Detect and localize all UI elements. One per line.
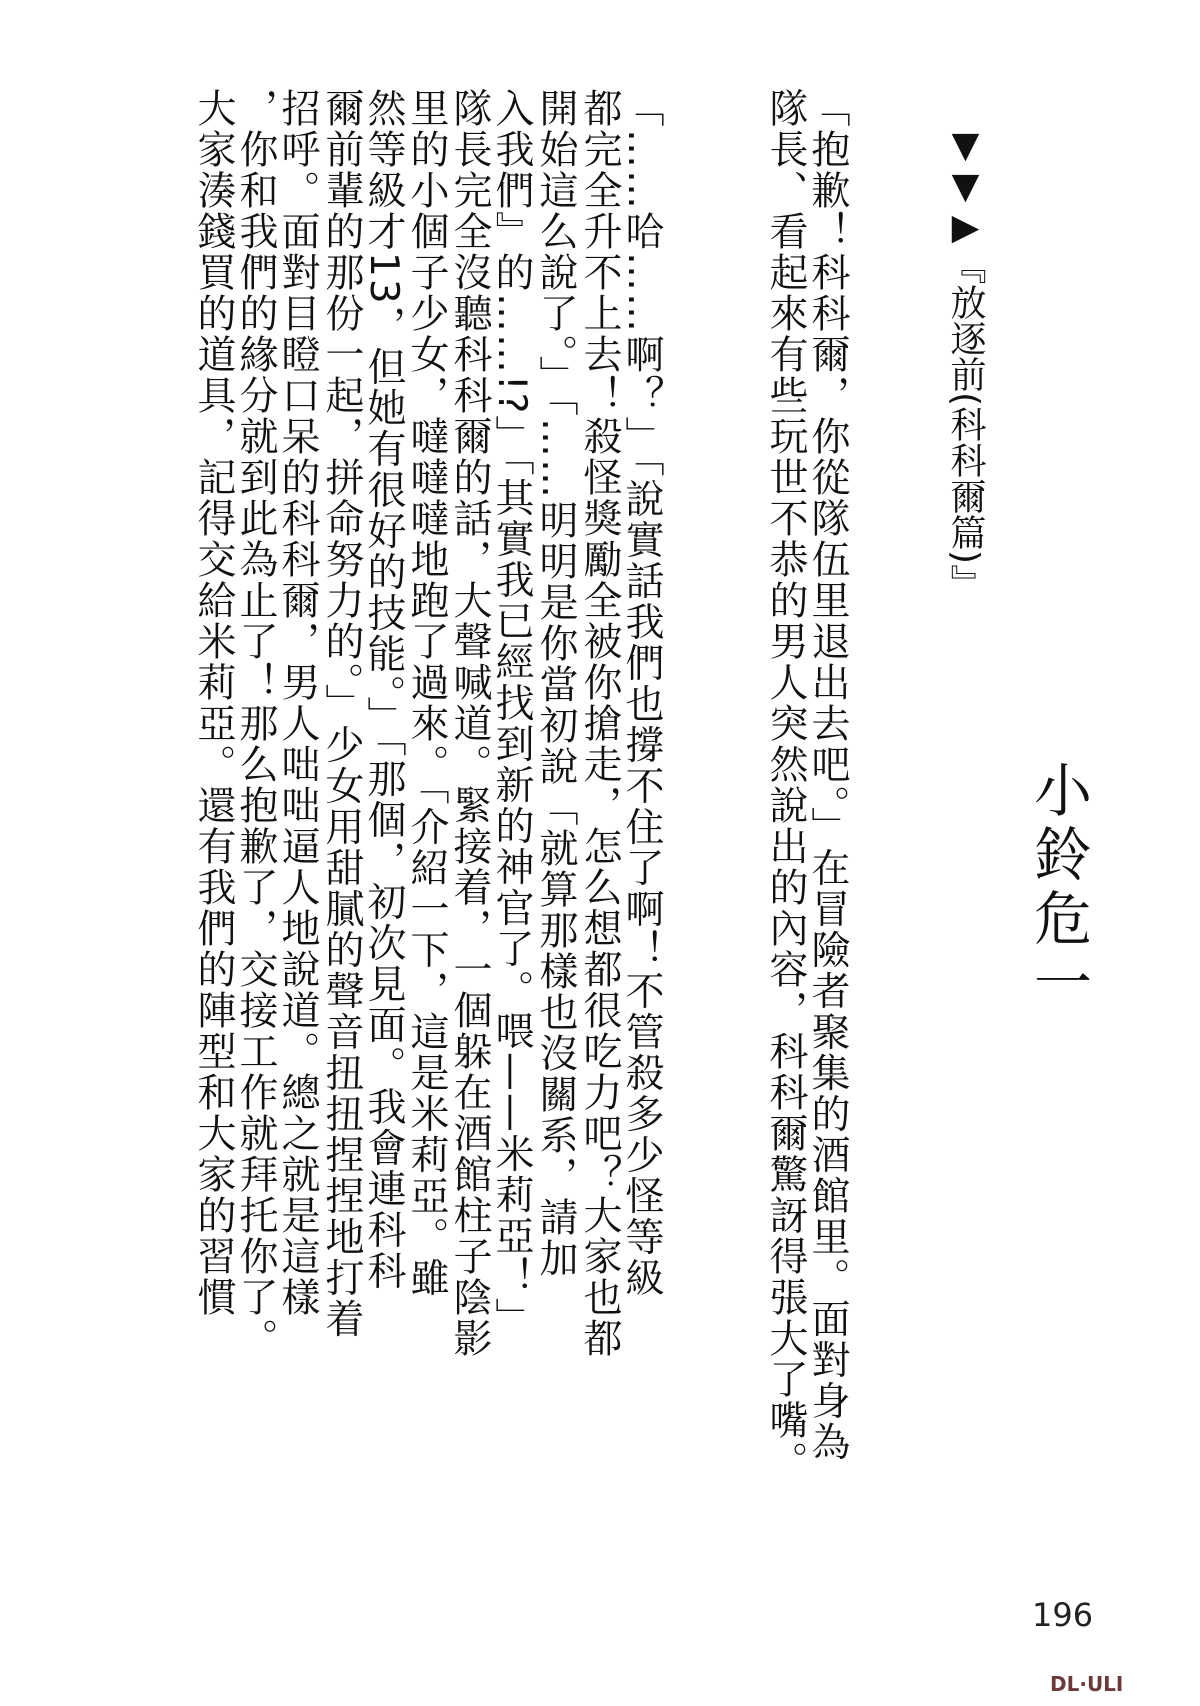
text-column: 開始這么說了。」「……明明是你當初說「就算那樣也沒關系，請加 [533,88,578,1279]
text-column: 然等級才13，但她有很好的技能。」「那個，初次見面。我會連科科 [361,88,406,1292]
text-column: 大家湊錢買的道具，記得交給米莉亞。還有我們的陣型和大家的習慣 [191,88,236,1318]
chapter-header: ▼▼▶『放逐前(科科爾篇)』 [945,125,986,601]
text-column: 招呼。面對目瞪口呆的科科爾，男人咄咄逼人地說道。總之就是這樣 [275,88,320,1318]
watermark: DL·ULI [1050,1672,1124,1696]
text-column: 爾前輩的那份一起，拼命努力的。」少女用甜膩的聲音扭扭捏捏地打着 [319,88,364,1340]
text-column: 隊長、看起來有些玩世不恭的男人突然說出的內容，科科爾驚訝得張大了嘴。 [763,88,808,1482]
text-column: 「抱歉！科科爾，你從隊伍里退出去吧。」在冒險者聚集的酒館里。面對身為 [805,88,850,1463]
text-column: 里的小個子少女，噠噠噠地跑了過來。「介紹一下，這是米莉亞。雖 [404,88,449,1299]
text-column: 隊長完全沒聽科科爾的話，大聲喊道。緊接着，一個躲在酒館柱子陰影 [447,88,492,1359]
text-column: 入我們』的……!?」「其實我已經找到新的神官了。喂——米莉亞！」 [489,88,534,1339]
author-name: 小鈴危一 [1024,760,1092,1016]
text-column: 都完全升不上去！殺怪獎勵全被你搶走，怎么想都很吃力吧？大家也都 [577,88,622,1359]
text-column: 「……哈……啊？」「說實話我們也撐不住了啊！不管殺多少怪等級 [619,88,664,1299]
text-column: ，你和我們的緣分就到此為止了！那么抱歉了，交接工作就拜托你了。 [233,88,278,1359]
page-number: 196 [1032,1596,1094,1634]
